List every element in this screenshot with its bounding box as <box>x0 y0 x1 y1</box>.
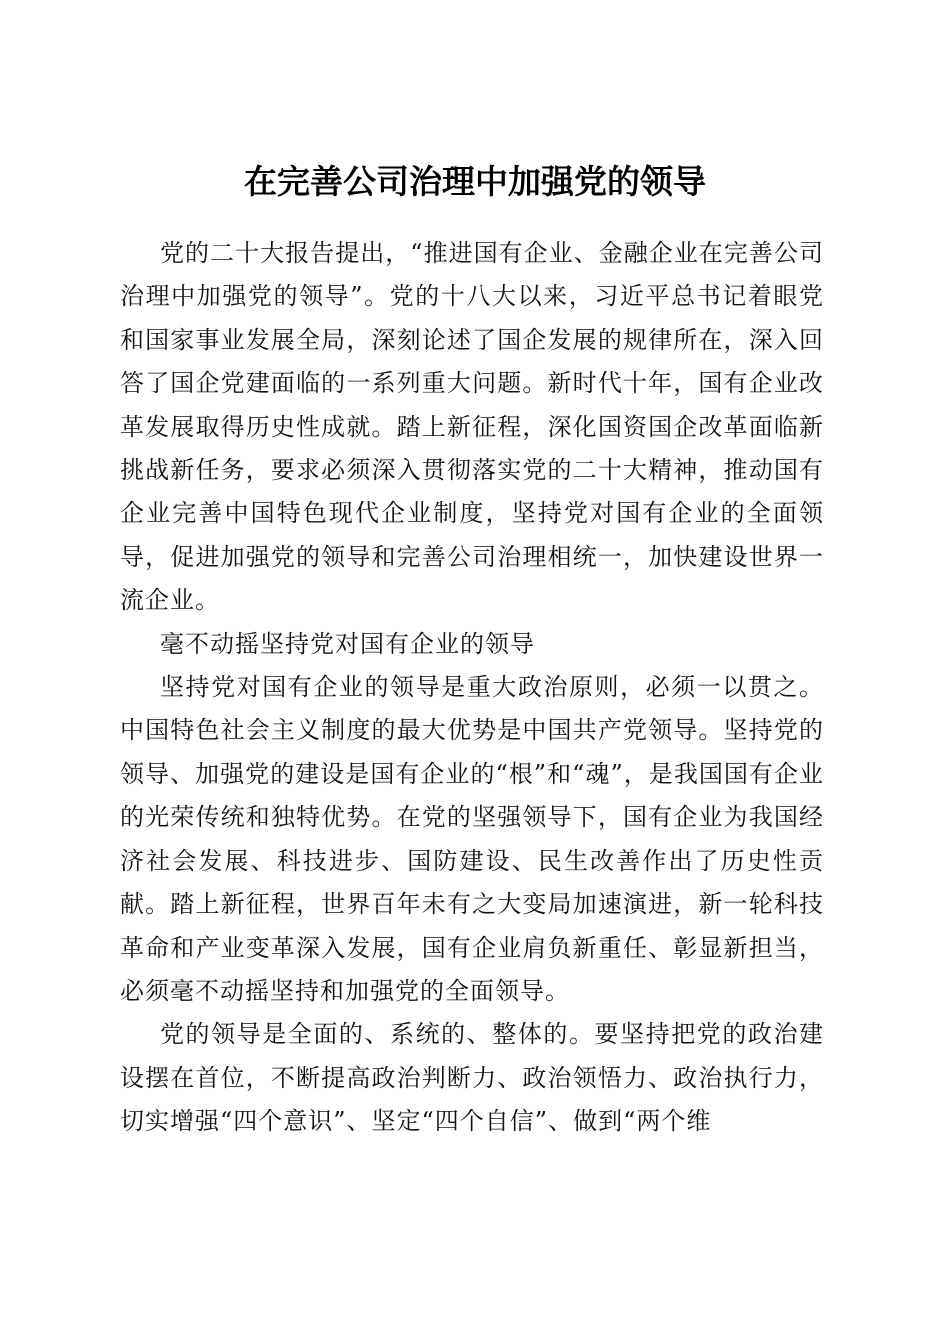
body-paragraph: 党的领导是全面的、系统的、整体的。要坚持把党的政治建设摆在首位，不断提高政治判断力、政治领悟力、政治执行力，切实增强“四个意识”、坚定“四个自信”、做到“两个维 <box>120 1020 824 1136</box>
body-paragraph: 坚持党对国有企业的领导是重大政治原则，必须一以贯之。中国特色社会主义制度的最大优势是中国共产党领导。坚持党的领导、加强党的建设是国有企业的“根”和“魂”，是我国国有企业的光荣传统和独特优势。在党的坚强领导下，国有企业为我国经济社会发展、科技进步、国防建设、民生改善作出了历史性贡献。踏上新征程，世界百年未有之大变局加速演进，新一轮科技革命和产业变革深入发展，国有企业肩负新重任、彰显新担当，必须毫不动摇坚持和加强党的全面领导。 <box>120 673 824 1005</box>
intro-paragraph: 党的二十大报告提出，“推进国有企业、金融企业在完善公司治理中加强党的领导”。党的十八大以来，习近平总书记着眼党和国家事业发展全局，深刻论述了国企发展的规律所在，深入回答了国企党建面临的一系列重大问题。新时代十年，国有企业改革发展取得历史性成就。踏上新征程，深化国资国企改革面临新挑战新任务，要求必须深入贯彻落实党的二十大精神，推动国有企业完善中国特色现代企业制度，坚持党对国有企业的全面领导，促进加强党的领导和完善公司治理相统一，加快建设世界一流企业。 <box>120 239 824 615</box>
section-heading: 毫不动摇坚持党对国有企业的领导 <box>160 629 535 658</box>
document-body <box>120 232 824 1144</box>
document-title: 在完善公司治理中加强党的领导 <box>244 162 706 202</box>
